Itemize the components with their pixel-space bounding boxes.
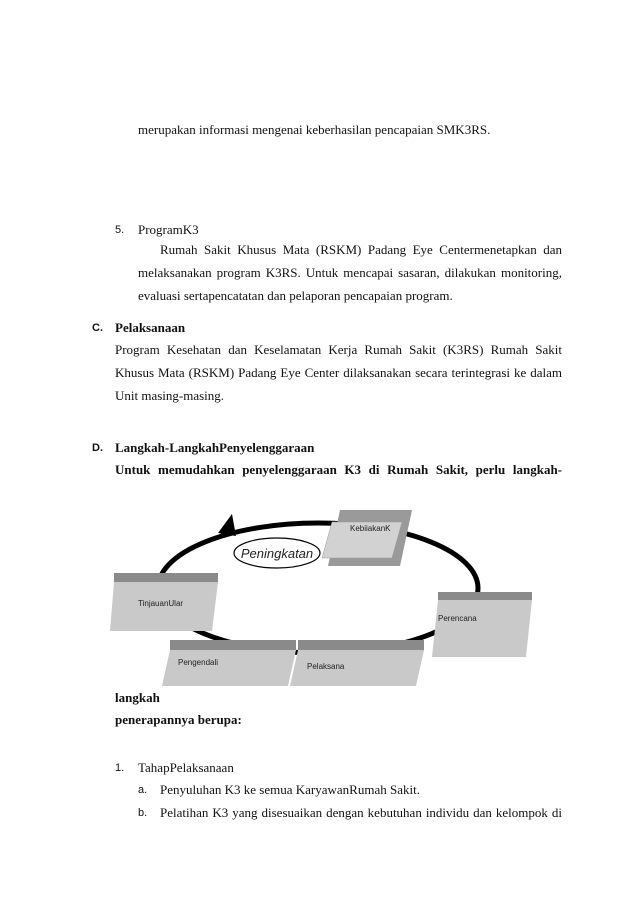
center-label: Peningkatan bbox=[240, 546, 314, 561]
paragraph-line: Khusus Mata (RSKM) Padang Eye Center dilaksanakan secara terintegrasi ke dalam bbox=[115, 365, 562, 380]
list-number: 1. bbox=[115, 762, 125, 774]
paragraph-line: Rumah Sakit Khusus Mata (RSKM) Padang Eye Centermenetapkan dan bbox=[160, 242, 562, 257]
perencana-label: Perencana bbox=[438, 614, 477, 623]
pelaksana-box bbox=[290, 640, 424, 686]
list-item: Penyuluhan K3 ke semua KaryawanRumah Sakit. bbox=[160, 782, 420, 797]
pelaksana-label: Pelaksana bbox=[307, 662, 345, 671]
list-title: TahapPelaksanaan bbox=[138, 760, 234, 775]
paragraph-line: Program Kesehatan dan Keselamatan Kerja Rumah Sakit (K3RS) Rumah Sakit bbox=[115, 342, 562, 357]
kebijakan-label: KebiiakanK bbox=[350, 524, 391, 533]
item-title: ProgramK3 bbox=[138, 222, 199, 237]
pengendali-label: Pengendali bbox=[178, 658, 219, 667]
list-item: Pelatihan K3 yang disesuaikan dengan kebutuhan individu dan kelompok di bbox=[160, 805, 562, 820]
paragraph-line: penerapannya berupa: bbox=[115, 712, 242, 727]
section-title: Langkah-LangkahPenyelenggaraan bbox=[115, 440, 315, 455]
paragraph-line: evaluasi sertapencatatan dan pelaporan pencapaian program. bbox=[138, 288, 453, 303]
section-intro: Untuk memudahkan penyelenggaraan K3 di Rumah Sakit, perlu langkah- bbox=[115, 462, 562, 477]
list-letter: b. bbox=[138, 807, 148, 819]
section-title: Pelaksanaan bbox=[115, 320, 186, 335]
paragraph-line: langkah bbox=[115, 690, 160, 705]
perencana-box bbox=[432, 592, 532, 657]
pengendali-box bbox=[162, 640, 296, 686]
paragraph-line: melaksanakan program K3RS. Untuk mencapai sasaran, dilakukan monitoring, bbox=[138, 265, 562, 280]
section-letter: C. bbox=[92, 322, 103, 334]
paragraph-line: Unit masing-masing. bbox=[115, 388, 225, 403]
k3-cycle-diagram bbox=[100, 500, 560, 700]
tinjauan-label: TinjauanUlar bbox=[138, 599, 184, 608]
list-letter: a. bbox=[138, 784, 148, 796]
cycle-arrow-icon bbox=[218, 514, 236, 536]
tinjauan-box bbox=[110, 573, 218, 631]
top-text: merupakan informasi mengenai keberhasilan pencapaian SMK3RS. bbox=[138, 122, 491, 137]
section-letter: D. bbox=[92, 442, 103, 454]
item-number: 5. bbox=[115, 224, 125, 236]
kebijakan-box bbox=[322, 510, 412, 566]
